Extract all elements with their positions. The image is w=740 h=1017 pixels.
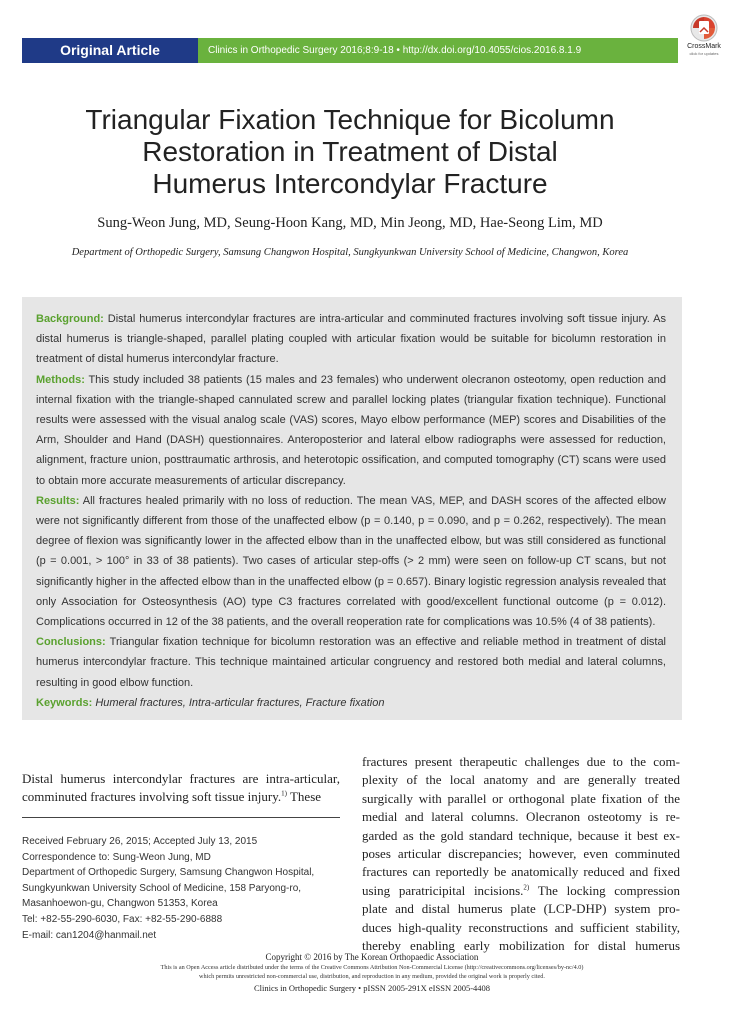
title-line: Restoration in Treatment of Distal	[142, 136, 558, 167]
conclusions-label: Conclusions:	[36, 636, 106, 649]
abstract-results	[36, 491, 666, 632]
methods-label: Methods:	[36, 373, 85, 386]
body-line: surgically with parallel or orthogonal plate fixation of the	[362, 790, 680, 806]
footnote-divider	[22, 817, 340, 818]
body-line: plexity of the local anatomy and are generally treated	[362, 772, 680, 788]
intro-paragraph	[22, 770, 340, 806]
footnote-line: Masanhoewon-gu, Changwon 51353, Korea	[22, 898, 218, 910]
abstract-box	[22, 297, 682, 720]
body-reference[interactable]: 2)	[523, 883, 530, 892]
results-label: Results:	[36, 494, 80, 507]
body-line: garded as the gold standard technique, because it best ex-	[362, 827, 680, 843]
keywords-label: Keywords:	[36, 696, 93, 709]
crossmark-icon	[690, 14, 718, 42]
footnote-line: Sungkyunkwan University School of Medicine, 158 Paryong-ro,	[22, 882, 302, 894]
abstract-background	[36, 309, 666, 370]
crossmark-sublabel: click for updates	[689, 51, 719, 56]
body-line: plate and distal humerus plate (LCP-DHP) system pro-	[362, 901, 680, 917]
correspondence-footnote	[22, 834, 340, 943]
background-label: Background:	[36, 313, 104, 325]
journal-citation[interactable]: Clinics in Orthopedic Surgery 2016;8:9-18 • http://dx.doi.org/10.4055/cios.2016.8.1.9	[208, 45, 582, 56]
body-line: fractures can reportedly be anatomically reduced and fixed	[362, 864, 680, 880]
page-footer	[22, 952, 722, 994]
abstract-methods	[36, 370, 666, 491]
intro-reference[interactable]: 1)	[281, 789, 287, 798]
body-line: thereby enabling early mobilization for distal humerus	[362, 938, 680, 954]
body-line	[362, 882, 680, 900]
issn-line: Clinics in Orthopedic Surgery • pISSN 2005-291X eISSN 2005-4408	[253, 983, 491, 993]
methods-text: This study included 38 patients (15 males and 23 females) who underwent olecranon osteotomy, open reduction and internal fixation with the triangle-shaped cannulated screw and parallel locking plates (triangular fixation technique). Functional results were assessed with the visual analog scale (VAS) scores, Mayo elbow performance (MEP) scores and Disabilities of the Arm, Shoulder and Hand (DASH) questionnaires. Anteroposterior and lateral elbow radiographs were assessed for reduction, alignment, fracture union, posttraumatic arthrosis, and heterotopic ossification, and computed tomography (CT) scans were used to obtain more accurate measurements of articular discrepancy.	[36, 373, 667, 487]
footnote-email[interactable]: E-mail: can1204@hanmail.net	[22, 929, 157, 941]
conclusions-text: Triangular fixation technique for bicolumn restoration was an effective and reliable method in treatment of distal humerus intercondylar fracture. This technique maintained articular congruency and restored both medial and lateral columns, resulting in good elbow function.	[36, 636, 667, 689]
intro-tail: These	[286, 789, 322, 804]
crossmark-badge[interactable]	[682, 14, 726, 62]
results-text: All fractures healed primarily with no loss of reduction. The mean VAS, MEP, and DASH scores of the affected elbow were not significantly different from those of the unaffected elbow (p = 0.140, p = 0.090, and p = 0.262, respectively). The mean degree of flexion was significantly lower in the affected elbow than in the unaffected elbow, but was still considered as functional (p = 0.001, > 100° in 33 of 38 patients). Two cases of articular step-offs (> 2 mm) were seen on follow-up CT scans, but not significantly higher in the affected elbow than in the unaffected elbow (p = 0.657). Binary logistic regression analysis revealed that only Association for Osteosynthesis (AO) type C3 fractures correlated with good/excellent functional outcome (p = 0.012). Complications occurred in 12 of the 38 patients, and the overall reoperation rate for complications was 10.5% (4 of 38 patients).	[36, 494, 666, 629]
article-type-tag: Original Article	[22, 38, 198, 63]
title-line: Humerus Intercondylar Fracture	[152, 168, 548, 199]
abstract-keywords	[36, 693, 666, 713]
body-line: fractures present therapeutic challenges due to the com-	[362, 754, 680, 769]
title-line: Triangular Fixation Technique for Bicolumn	[85, 104, 615, 135]
footnote-line: Tel: +82-55-290-6030, Fax: +82-55-290-6888	[22, 913, 223, 925]
intro-text: Distal humerus intercondylar fractures are intra-articular, comminuted fractures involving soft tissue injury.	[22, 771, 340, 804]
body-line: medial and lateral columns. Olecranon osteotomy is re-	[362, 809, 680, 825]
background-text: Distal humerus intercondylar fractures are intra-articular and comminuted fractures involving soft tissue injury. As distal humerus is triangle-shaped, parallel plating coupled with articular fixation would be suitable for bicolumn restoration in treatment of distal humerus intercondylar fracture.	[36, 313, 667, 366]
abstract-conclusions	[36, 632, 666, 693]
footnote-line: Department of Orthopedic Surgery, Samsung Changwon Hospital,	[22, 867, 315, 879]
footnote-line: Correspondence to: Sung-Weon Jung, MD	[22, 851, 211, 863]
journal-header-band	[22, 38, 678, 63]
article-title	[40, 104, 660, 200]
license-line: This is an Open Access article distributed under the terms of the Creative Commons Attribution Non-Commercial License (http://creativecommons.org/licenses/by-nc/4.0)	[160, 964, 584, 971]
body-line: poses articular discrepancies; however, even comminuted	[362, 846, 680, 862]
author-affiliation: Department of Orthopedic Surgery, Samsung Changwon Hospital, Sungkyunkwan University School of Medicine, Changwon, Korea	[71, 247, 629, 258]
abstract-content	[36, 309, 666, 713]
author-list: Sung-Weon Jung, MD, Seung-Hoon Kang, MD, Min Jeong, MD, Hae-Seong Lim, MD	[97, 215, 603, 231]
keywords-text: Humeral fractures, Intra-articular fractures, Fracture fixation	[95, 696, 385, 709]
body-line-tail: The locking compression	[529, 882, 680, 898]
crossmark-label: CrossMark	[687, 43, 721, 50]
license-line: which permits unrestricted non-commercial use, distribution, and reproduction in any medium, provided the original work is properly cited.	[199, 973, 545, 980]
body-line-text: using paratricipital incisions.	[362, 882, 524, 898]
copyright-line: Copyright © 2016 by The Korean Orthopaedic Association	[265, 952, 479, 962]
body-right-column	[362, 753, 680, 955]
footnote-line: Received February 26, 2015; Accepted July 13, 2015	[22, 836, 258, 847]
body-line: duces high-quality reconstructions and sufficient stability,	[362, 919, 680, 935]
